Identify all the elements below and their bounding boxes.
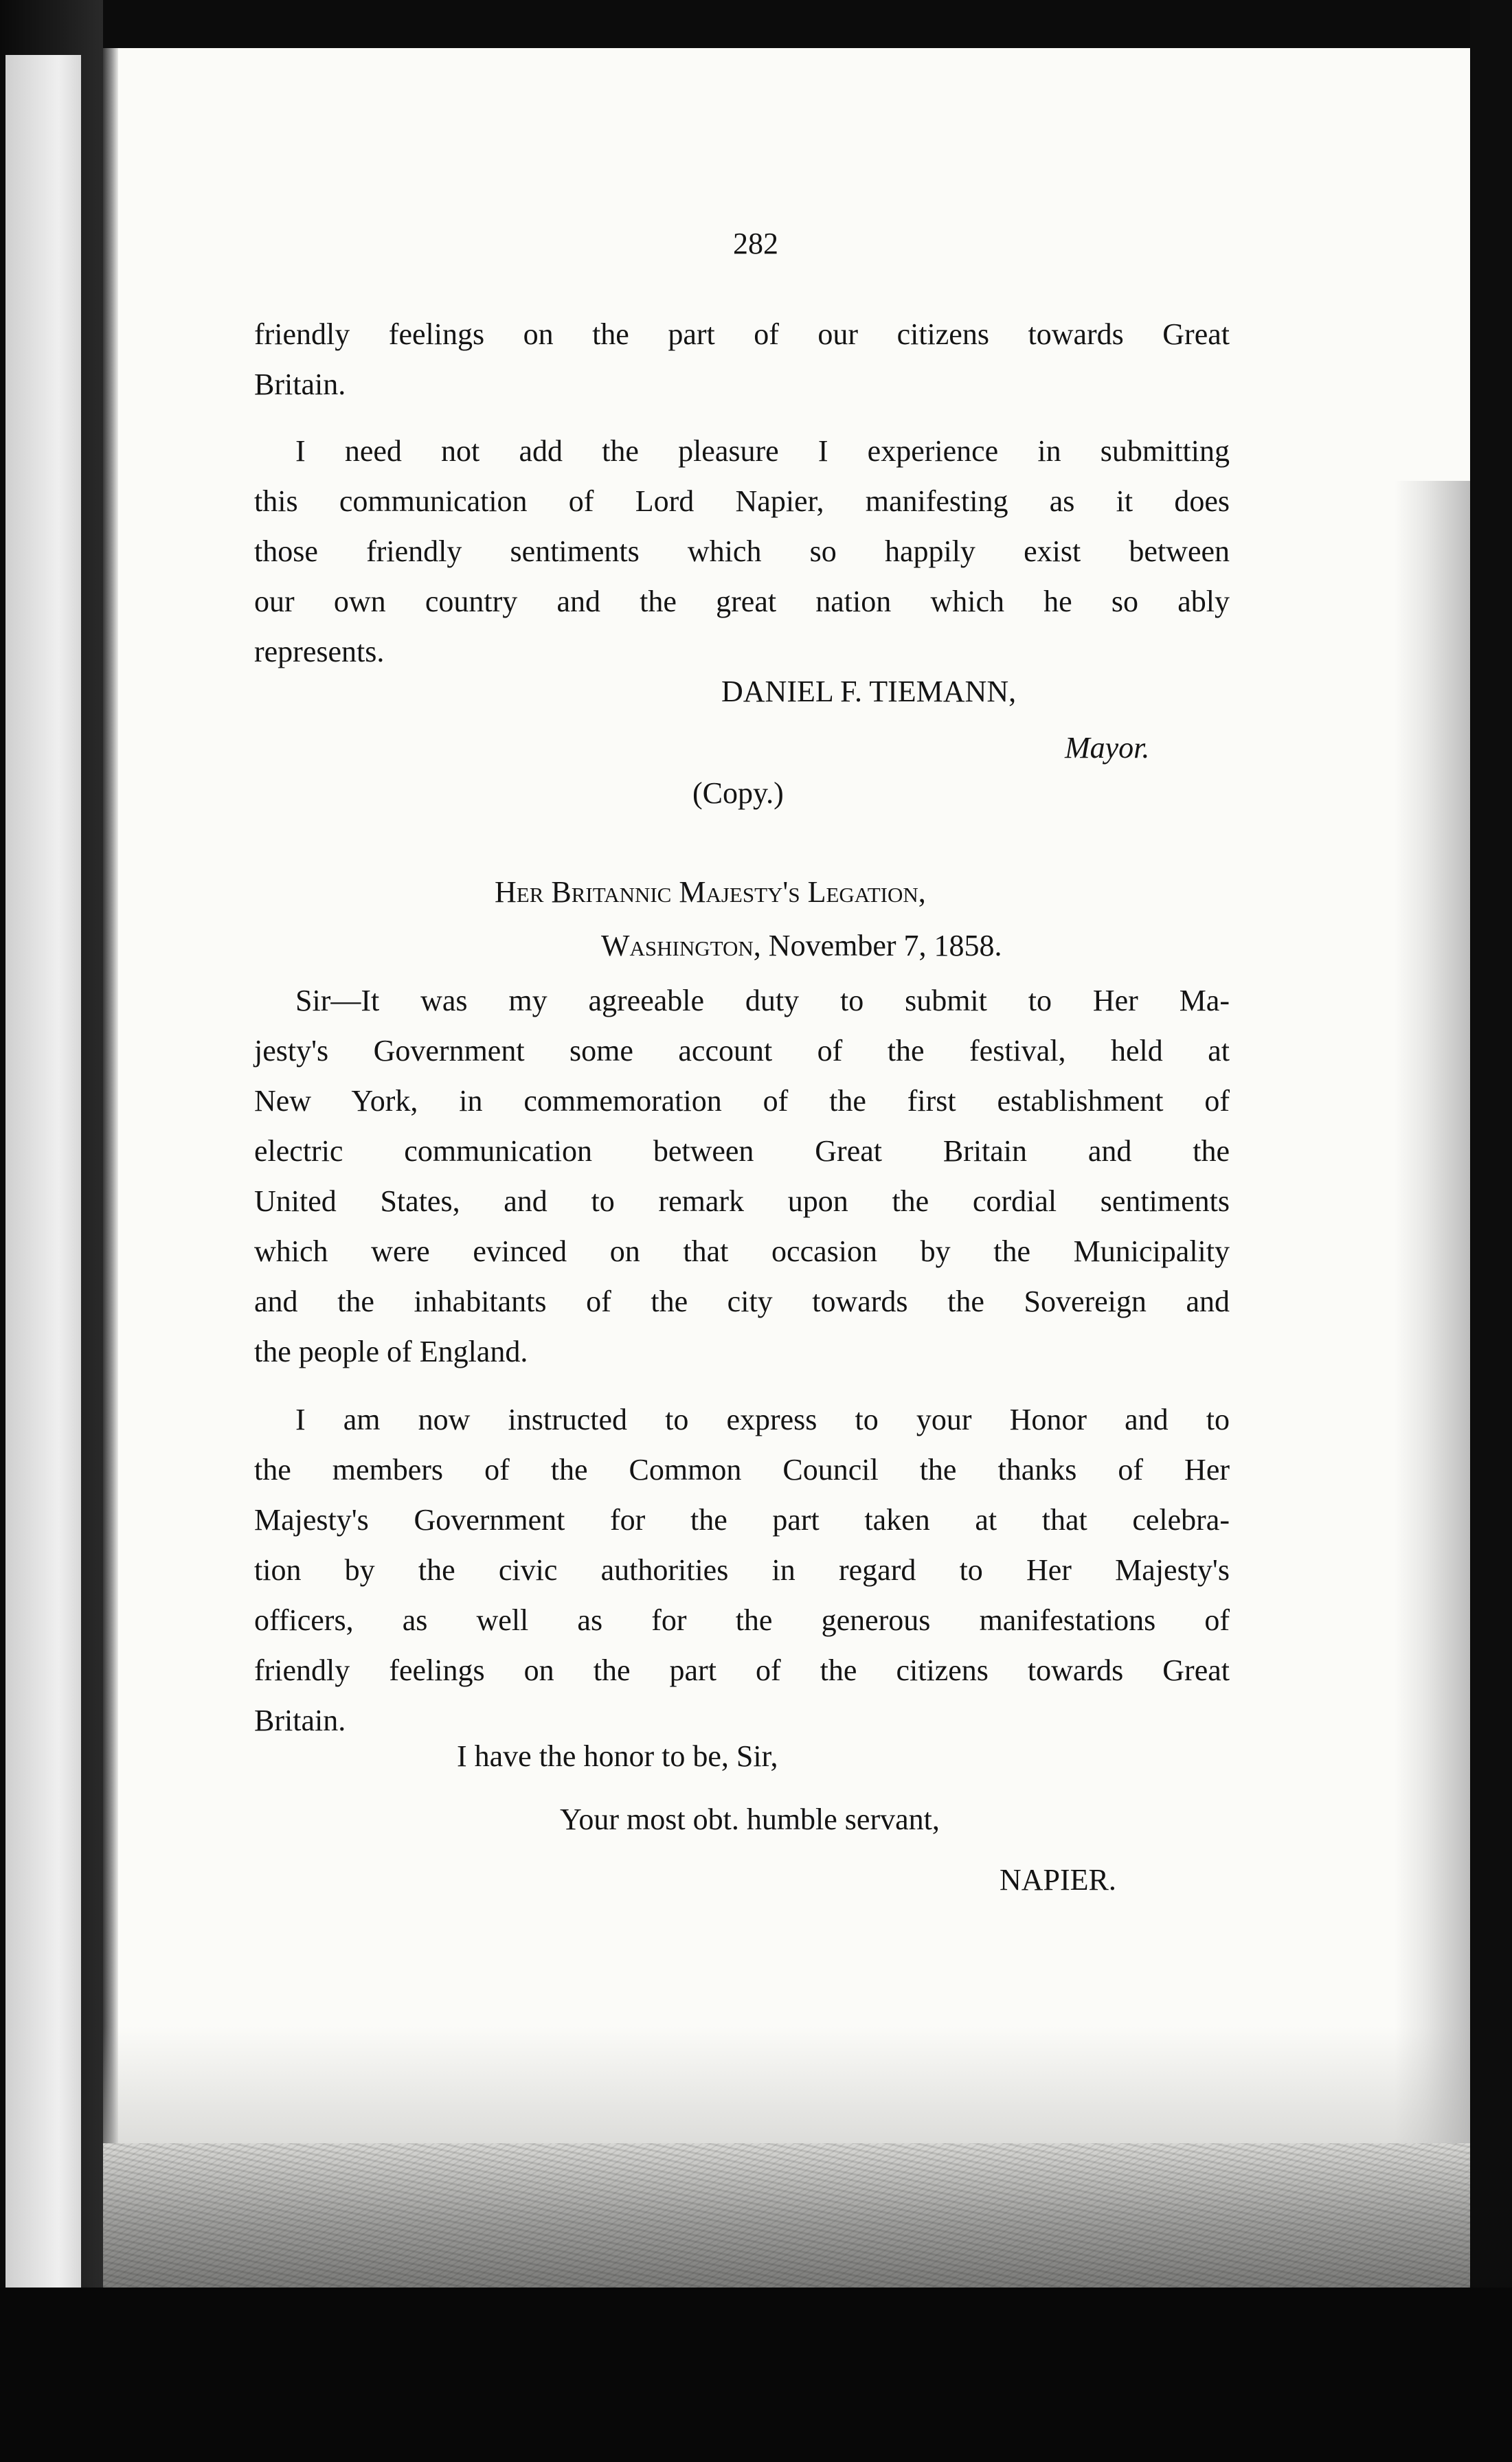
text-line: I am now instructed to express to your Honor and to [295, 1403, 1230, 1436]
legation-place-date [601, 921, 1002, 971]
facing-page-edge [5, 55, 81, 2301]
text-line: United States, and to remark upon the cordial sentiments [254, 1184, 1230, 1218]
page-worn-area [103, 2143, 1470, 2288]
text-line: which were evinced on that occasion by the Municipality [254, 1234, 1230, 1268]
film-border-bottom [0, 2288, 1512, 2462]
text-line: Majesty's Government for the part taken at that celebra- [254, 1503, 1230, 1537]
text-line: jesty's Government some account of the festival, held at [254, 1034, 1230, 1068]
text-line: officers, as well as for the generous manifestations of [254, 1603, 1230, 1637]
paragraph-continuation [254, 309, 1230, 409]
text-line: I need not add the pleasure I experience in submitting [295, 434, 1230, 468]
text-line: New York, in commemoration of the first establishment of [254, 1084, 1230, 1118]
closing-line-2: Your most obt. humble servant, [560, 1803, 940, 1836]
text-line: Sir—It was my agreeable duty to submit to Her Ma- [295, 984, 1230, 1017]
letter-paragraph-1 [254, 975, 1230, 1377]
text-line: friendly feelings on the part of the citizens towards Great [254, 1653, 1230, 1687]
signature-mayor-title: Mayor. [1065, 731, 1150, 765]
page-worn-fade [103, 2026, 1470, 2150]
text-line: electric communication between Great Britain and the [254, 1134, 1230, 1168]
closing-line-1: I have the honor to be, Sir, [457, 1739, 778, 1773]
text-line: Britain. [254, 1704, 346, 1737]
text-line: this communication of Lord Napier, manifesting as it does [254, 484, 1230, 518]
film-border-right [1470, 0, 1512, 2462]
page-edge-shadow [1395, 481, 1470, 2143]
paragraph-mayor-note [254, 426, 1230, 677]
text-line: tion by the civic authorities in regard to Her Majesty's [254, 1553, 1230, 1587]
legation-place: Washington, [601, 929, 761, 962]
text-line: represents. [254, 635, 385, 668]
text-line: those friendly sentiments which so happily exist between [254, 534, 1230, 568]
text-line: the people of England. [254, 1335, 528, 1368]
legation-heading: Her Britannic Majesty's Legation, [495, 875, 926, 909]
legation-date: November 7, 1858. [768, 929, 1002, 962]
text-line: friendly feelings on the part of our citizens towards Great [254, 317, 1230, 351]
letter-paragraph-2 [254, 1394, 1230, 1746]
film-border-top [0, 0, 1512, 48]
copy-label: (Copy.) [692, 776, 784, 810]
signature-mayor-name: DANIEL F. TIEMANN, [721, 675, 1017, 708]
text-line: Britain. [254, 368, 346, 401]
page-number: 282 [733, 227, 778, 260]
page-spine-shadow [103, 48, 118, 2288]
text-line: the members of the Common Council the thanks of Her [254, 1453, 1230, 1487]
text-line: our own country and the great nation which he so ably [254, 585, 1230, 618]
text-line: and the inhabitants of the city towards the Sovereign and [254, 1285, 1230, 1318]
signature-napier: NAPIER. [1000, 1863, 1116, 1897]
